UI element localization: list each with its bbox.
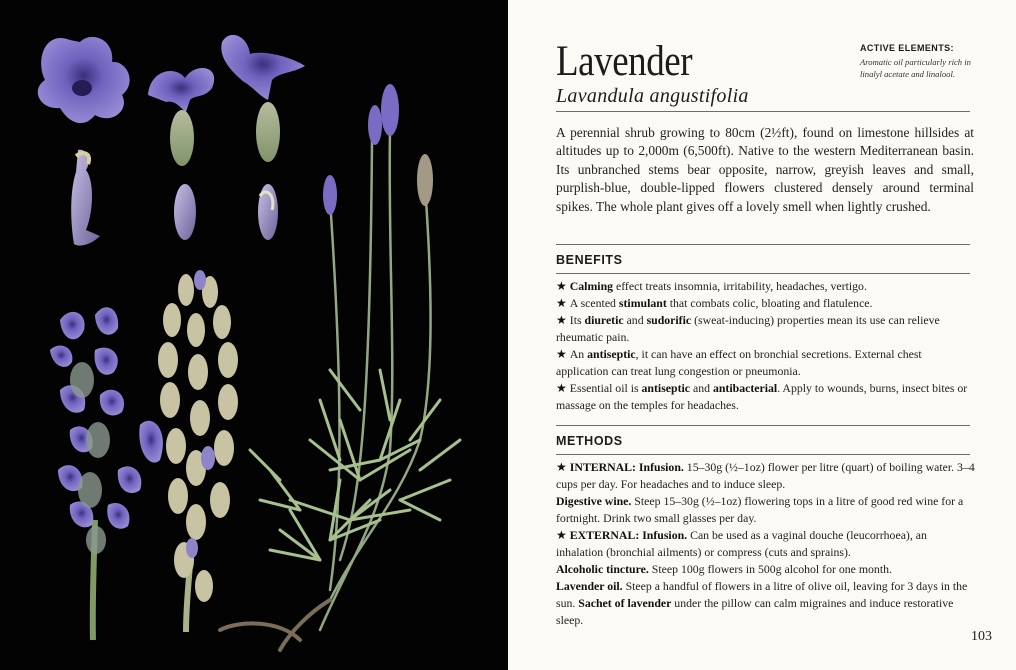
page-number: 103	[971, 629, 992, 644]
purple-flower-spike	[50, 307, 163, 640]
divider	[556, 244, 970, 245]
divider	[556, 454, 970, 455]
benefit-item: ★ Calming effect treats insomnia, irritability, headaches, vertigo.	[556, 279, 867, 293]
star-icon: ★	[556, 347, 567, 361]
active-elements-text: Aromatic oil particularly rich in linalyl acetate and linalool.	[860, 57, 971, 79]
methods-list	[556, 459, 976, 629]
flower-with-calyx-1	[148, 68, 214, 166]
benefit-item: ★ Its diuretic and sudorific (sweat-inducing) properties mean its use can relieve rheumatic pain.	[556, 313, 940, 344]
method-item: Lavender oil. Steep a handful of flowers in a litre of olive oil, leaving for 3 days in the sun. Sachet of lavender under the pillow can calm migraines and induce restorative sleep.	[556, 579, 968, 627]
whole-plant	[220, 84, 460, 650]
divider	[556, 111, 970, 112]
star-icon: ★	[556, 296, 567, 310]
benefit-item: ★ Essential oil is antiseptic and antibacterial. Apply to wounds, burns, insect bites or massage on the temples for headaches.	[556, 381, 968, 412]
bud-1	[71, 150, 100, 246]
divider	[556, 425, 970, 426]
latin-name: Lavandula angustifolia	[556, 85, 749, 107]
active-elements-box	[860, 43, 988, 80]
methods-heading: METHODS	[556, 434, 623, 448]
divider	[556, 273, 970, 274]
bud-3	[258, 184, 278, 240]
star-icon: ★	[556, 313, 567, 327]
text-page	[508, 0, 1016, 670]
star-icon: ★	[556, 279, 567, 293]
bud-2	[174, 184, 196, 240]
method-item: Digestive wine. Steep 15–30g (½–1oz) flowering tops in a litre of good red wine for a fortnight. Drink two small glasses per day.	[556, 494, 964, 525]
method-item: Alcoholic tincture. Steep 100g flowers in 500g alcohol for one month.	[556, 562, 892, 576]
dried-flower-spike	[158, 270, 238, 632]
star-icon: ★	[556, 381, 567, 395]
method-item: ★ EXTERNAL: Infusion. Can be used as a vaginal douche (leucorrhoea), an inhalation (bronchial ailments) or compress (cuts and sprains).	[556, 528, 927, 559]
intro-paragraph: A perennial shrub growing to 80cm (2½ft), found on limestone hillsides at altitudes up to 2,000m (6,500ft). Native to the western Mediterranean basin. Its unbranched stems bear opposite, narrow, greyish leaves and small, purplish-blue, double-lipped flowers clustered densely around terminal spikes. The whole plant gives off a lovely smell when lightly crushed.	[556, 125, 974, 214]
benefit-item: ★ A scented stimulant that combats colic, bloating and flatulence.	[556, 296, 873, 310]
method-item: ★ INTERNAL: Infusion. 15–30g (½–1oz) flower per litre (quart) of boiling water. 3–4 cups per day. For headaches and to induce sleep.	[556, 460, 975, 491]
star-icon: ★	[556, 460, 567, 474]
page-title: Lavender	[556, 38, 693, 85]
benefits-list	[556, 278, 976, 414]
benefits-heading: BENEFITS	[556, 253, 623, 267]
active-elements-heading: ACTIVE ELEMENTS:	[860, 43, 954, 53]
star-icon: ★	[556, 528, 567, 542]
benefit-item: ★ An antiseptic, it can have an effect on bronchial secretions. External chest application can treat lung congestion or pneumonia.	[556, 347, 922, 378]
flower-with-calyx-2	[221, 35, 305, 162]
open-flower	[38, 37, 130, 123]
